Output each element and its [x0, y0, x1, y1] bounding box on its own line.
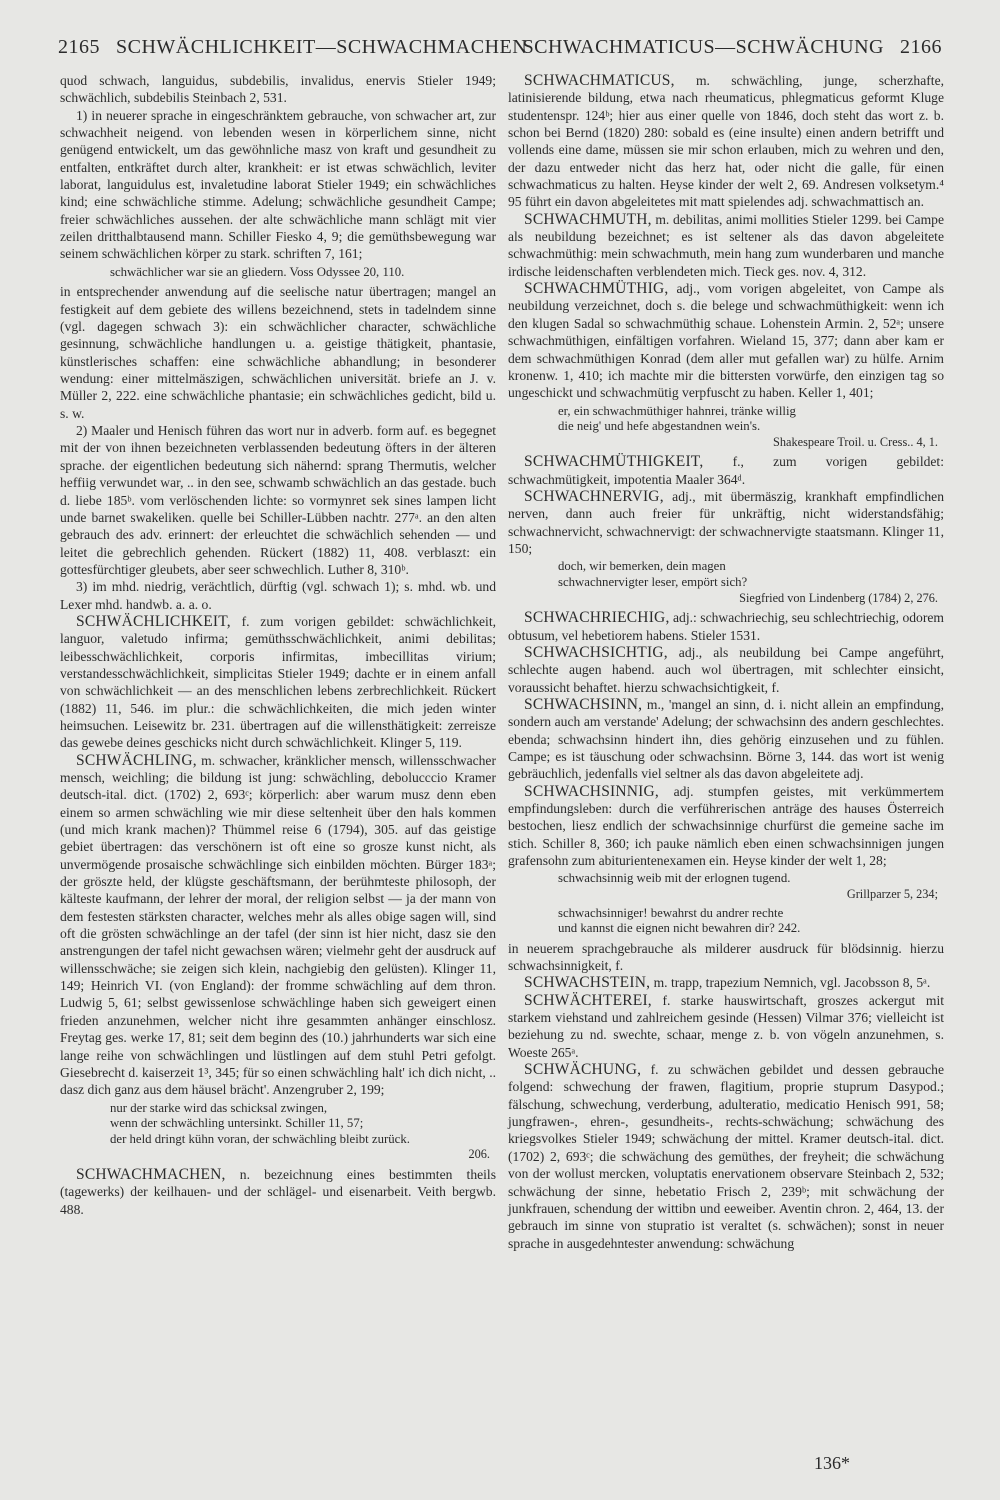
- entry-paragraph: [60, 107, 496, 263]
- entry-text: 1) in neuerer sprache in eingeschränktem gebrauche, von schwacher art, zur schwachheit neigend. von lebenden wesen in körperlichem sinne, nicht genügend entwickelt, um das gewöhnliche masz von kraft und gesundheit zu entfalten, entkräftet durch alter, krankheit: er ist etwas schwächlich, leviter laborat, languidulus est, invaletudine laborat Stieler 1949; ein schwächliches kind; eine schwächliche stimme. Adelung; schwächliche gesundheit Campe; freier schwächliches aussehen. der alte schwächliche mann schlägt mit vier zeilen dritthalbtausend mann. Schiller Fiesko 4, 9; die gemüthsbewegung war seinem schwächlichen körper zu stark. schriften 7, 161;: [60, 107, 496, 262]
- dictionary-entry: [508, 696, 944, 783]
- dictionary-entry: [60, 1166, 496, 1218]
- signature-mark: 136*: [814, 1453, 850, 1473]
- dictionary-entry: [508, 280, 944, 401]
- left-column: [60, 72, 496, 1218]
- verse-quotation: [508, 559, 944, 606]
- entry-headword: SCHWÄCHUNG,: [524, 1061, 642, 1079]
- page-header: [58, 36, 942, 62]
- dictionary-entry: [508, 72, 944, 211]
- entry-text: f. zu schwächen gebildet und dessen gebrauche folgend: schwechung der frawen, flagitium, proprie stuprum Dasypod.; fälschung, schwechung, verderbung, adulteratio, medicatio Henisch 991, 58; jungfrawen-, ehren-, gesundheits-, rechts-schwächung; schwächung des kriegsvolkes Stieler 1949; schwächung der mittel. Kramer deutsch-ital. dict. (1702) 2, 693ᶜ; die schwächung des gemüthes, der freyheit; die schwächung von der wollust mercken, voluptatis enervationem observare Steinbach 2, 532; schwächung der sinne, hebetatio Frisch 2, 239ᵇ; mit schwächung der junkfrauen, schendung der wittibn und eeweiber. Aventin chron. 2, 464, 13. der gebrauch im sinne von stupratio ist veraltet (s. schwächen); sonst in neuer sprache in ausgedehntester anwendung: schwächung: [508, 1062, 944, 1251]
- entry-text: adj., mit übermäszig, krankhaft empfindlichen nerven, dann auch freier für unkräftig, nicht widerstandsfähig; schwachnervicht, schwachnervigt: der schwachnervigte staatsmann. Klinger 11, 150;: [508, 489, 944, 557]
- entry-text: m., 'mangel an sinn, d. i. nicht allein an empfindung, sondern auch am verstande' Adelung; der schwachsinn des andern geschlechtes. ebenda; schwachsinn hindert ihn, dies gehörig einzusehen und zu fühlen. Campe; es ist täuschung oder schwachsinn. Börne 3, 144. das wort ist wenig gebräuchlich, jedenfalls viel seltner als das davon abgeleitete adj.: [508, 696, 944, 782]
- entry-text: adj., vom vorigen abgeleitet, von Campe als neubildung verzeichnet, doch s. die belege und schwachmüthigkeit: wenn ich den klugen Sadal so schwachmüthig schaue. Lohenstein Armin. 2, 52ᵃ; unsere schwachmüthigen, einfältigen vorfahren. Wieland 15, 377; dann aber kam er dem schwachmüthigen Konrad (dem aller mut gefallen war) zu hülfe. Arnim kronenw. 1, 410; ich machte mir die bittersten vorwürfe, den einzigen tag so ungeschickt und schwachmütig verpfuscht zu haben. Keller 1, 401;: [508, 281, 944, 401]
- quotation-line: er, ein schwachmüthiger hahnrei, tränke willig: [558, 403, 796, 418]
- dictionary-entry: [508, 1061, 944, 1252]
- dictionary-entry: [508, 992, 944, 1061]
- quotation-source: Shakespeare Troil. u. Cress.. 4, 1.: [773, 434, 938, 449]
- header-right: [523, 36, 942, 59]
- dictionary-entry: [508, 453, 944, 488]
- dictionary-entry: [508, 609, 944, 644]
- quotation-line: die neig' und hefe abgestandnen wein's.: [558, 419, 761, 434]
- dictionary-entry: [508, 974, 944, 991]
- verse-quotation: [60, 265, 496, 281]
- quotation-source: 206.: [468, 1147, 490, 1162]
- verse-quotation: [508, 871, 944, 902]
- entry-headword: SCHWACHMACHEN,: [76, 1165, 226, 1183]
- entry-text: f. starke hauswirtschaft, groszes ackergut mit starkem viehstand und zahlreichem gesinde (Hessen) Vilmar 376; vielleicht ist beziehung zu nd. swechte, schaar, menge z. b. von vögeln anzunehmen, s. Woeste 265ᵃ.: [508, 992, 944, 1060]
- entry-text: adj. stumpfen geistes, mit verkümmertem empfindungsleben: durch die verführerischen anträge des hauses Österreich bestochen, liesz endlich der schwachsinnige churfürst die gemeine sache im stich. Schiller 8, 360; ich pauke nämlich eben einen schwachsinnigen jungen grafensohn zum abiturientenexamen ein. Heyse kinder der welt 1, 28;: [508, 783, 944, 868]
- dictionary-entry: [60, 613, 496, 752]
- quotation-line: wenn der schwächling untersinkt. Schiller 11, 57;: [110, 1116, 364, 1131]
- entry-headword: SCHWACHMÜTHIG,: [524, 280, 669, 298]
- entry-text: in neuerem sprachgebrauche als milderer ausdruck für blödsinnig. hierzu schwachsinnigkeit, f.: [508, 940, 944, 974]
- entry-text: m. trapp, trapezium Nemnich, vgl. Jacobsson 8, 5ᵃ.: [650, 975, 931, 991]
- quotation-line: schwächlicher war sie an gliedern. Voss Odyssee 20, 110.: [110, 264, 405, 279]
- dictionary-entry: [508, 644, 944, 696]
- entry-headword: SCHWACHSINNIG,: [524, 782, 659, 800]
- entry-headword: SCHWACHMÜTHIGKEIT,: [524, 453, 704, 471]
- dictionary-entry: [508, 211, 944, 280]
- entry-text: m. schwächling, junge, scherzhafte, latinisierende bildung, etwa nach rheumaticus, phlegmaticus geformt Kluge studentenspr. 124ᵇ; hier aus einer quelle von 1846, doch steht das wort z. b. schon bei Bernd (1820) 280: sobald es (eine insulte) einen andern betrifft und vollends eine dame, müssen sie mir schon erlauben, mich zu wehren und den, der dazu entweder nicht das herz hat, oder nicht die galle, für einen schwachmaticus zu halten. Heyse kinder der welt 2, 69. Andresen volksetym.⁴ 95 führt ein davon abgeleitetes mit matt spielendes adj. schwachmattisch an.: [508, 73, 944, 210]
- entry-headword: SCHWÄCHLICHKEIT,: [76, 612, 231, 630]
- entry-headword: SCHWÄCHLING,: [76, 751, 197, 769]
- right-running-title: SCHWACHMATICUS—SCHWÄCHUNG: [522, 36, 884, 58]
- entry-paragraph: [60, 283, 496, 422]
- quotation-line: doch, wir bemerken, dein magen: [558, 559, 726, 574]
- entry-headword: SCHWACHNERVIG,: [524, 488, 664, 505]
- quotation-line: schwachsinniger! bewahrst du andrer rechte: [558, 905, 784, 920]
- entry-paragraph: [60, 72, 496, 107]
- dictionary-entry: [508, 488, 944, 557]
- right-page-number: 2166: [900, 36, 942, 58]
- entry-text: quod schwach, languidus, subdebilis, invalidus, enervis Stieler 1949; schwächlich, subdebilis Steinbach 2, 531.: [60, 73, 496, 106]
- entry-headword: SCHWACHSINN,: [524, 695, 643, 713]
- entry-headword: SCHWACHSICHTIG,: [524, 643, 668, 661]
- entry-paragraph: [60, 422, 496, 578]
- quotation-line: und kannst die eignen nicht bewahren dir? 242.: [558, 921, 801, 936]
- verse-quotation: [508, 906, 944, 937]
- right-column: [508, 72, 944, 1252]
- entry-text: adj.: schwachriechig, seu schlechtriechig, odorem obtusum, vel hebetiorem habens. Stieler 1531.: [508, 610, 944, 643]
- entry-text: m. debilitas, animi mollities Stieler 1299. bei Campe als neubildung bezeichnet; es ist seltener als das davon abgeleitete schwachmüthig: mein schwachmuth, mein hang zum wunderbaren und manche irdische leidenschaften verblendeten mich. Tieck ges. nov. 4, 312.: [508, 211, 944, 279]
- entry-headword: SCHWACHRIECHIG,: [524, 609, 670, 627]
- entry-paragraph: [508, 940, 944, 975]
- header-left: [58, 36, 527, 59]
- dictionary-entry: [508, 783, 944, 870]
- verse-quotation: [508, 404, 944, 451]
- quotation-source: Siegfried von Lindenberg (1784) 2, 276.: [739, 590, 938, 605]
- entry-text: m. schwacher, kränklicher mensch, willensschwacher mensch, weichling; die bildung ist jung: schwächling, debolucccio Kramer deutsch-ital. dict. (1702) 2, 693ᶜ; körperlich: aber warum musz denn eben einem so armen schwächling wie mir diese seltenheit über den hals kommen (und mich krank machen)? Thümmel reise 6 (1794), 305. auf das geistige gebiet übertragen: das verschönern ist oft eine so grosze kunst nicht, als unvermögende prosaische schwächlinge sich einbilden möchten. Bürger 183ᵃ; der gröszte held, der klügste geschäftsmann, der berühmteste philosoph, der kälteste kaufmann, der lehrer der moral, der religion selbst — ja der mann von dem festesten stärksten character, welches mehr als alles obige sagen will, sind oft die grösten schwächlinge an der tafel (der sinn ist hier nicht, dasz sie den anstrengungen der tafel nicht gewachsen wären; vielmehr geht der ausdruck auf willensschwäche; sie zeigen sich klein, nachgiebig den gelüsten). Klinger 11, 149; Heinrich VI. (von England): der fromme schwächling auf dem thron. Ludwig 5, 61; selbst gewissenlose schwächlinge haben sich geweigert einen frieden anzunehmen, welcher nicht ihre gesammten anhänger einschlosz. Freytag ges. werke 17, 81; seit dem beginn des (10.) jahrhunderts war sich eine lange reihe von schwächlingen und lüstlingen auf dem stuhl Petri gefolgt. Giesebrecht d. kaiserzeit 1³, 345; für so einen schwächling halt' ich dich nicht, .. dasz dich ganz aus dem häusel brächt'. Anzengruber 2, 199;: [60, 752, 496, 1098]
- entry-headword: SCHWACHMATICUS,: [524, 72, 675, 89]
- entry-text: f., zum vorigen gebildet: schwachmütigkeit, impotentia Maaler 364ᵈ.: [508, 454, 944, 487]
- quotation-line: der held dringt kühn voran, der schwächling bleibt zurück.: [110, 1131, 410, 1146]
- quotation-source: Grillparzer 5, 234;: [846, 886, 938, 901]
- quotation-line: schwachnervigter leser, empört sich?: [558, 574, 748, 589]
- entry-text: 2) Maaler und Henisch führen das wort nur in adverb. form auf. es begegnet mit der von ihnen bezeichneten verblassenden bedeutung öfters in der älteren sprache. der eigentlichen bedeutung sich nähernd: sprang Thermutis, welcher heffiig verwundet war, .. in den see, schwamb schwächlich an das gestade. buch d. liebe 185ᵇ. vom verlöschenden lichte: so vormynret sek sines lampen licht unde barnet swakeliken. quelle bei Schiller-Lübben nachtr. 277ᵃ. an den alten gebrauch des adv. erinnert: der erleuchtet die schwächlich sehenden — und leitet die gebrechlich gehenden. Rückert (1882) 11, 408. verblaszt: ein gottesfürchtiger gleubets, aber seer schwechlich. Luther 8, 310ᵇ.: [60, 423, 496, 577]
- entry-headword: SCHWACHMUTH,: [524, 210, 652, 228]
- left-running-title: SCHWÄCHLICHKEIT—SCHWACHMACHEN: [116, 36, 528, 58]
- entry-text: in entsprechender anwendung auf die seelische natur übertragen; mangel an festigkeit auf dem gebiete des willens bezeichnend, stets in tadelndem sinne (vgl. dagegen schwach 3): ein schwächlicher character, schwächliche gesinnung, schwächliche handlungen u. a. geistige thätigkeit, phantasie, künstlerisches schaffen: eine schwächliche abhandlung; in besonderer wendung: einer mittelmäszigen, schwächlichen universität. briefe an J. v. Müller 2, 222. eine schwächliche phantasie; ein schwächliches gedicht, bild u. s. w.: [60, 284, 496, 421]
- dictionary-entry: [60, 752, 496, 1099]
- entry-paragraph: [60, 578, 496, 613]
- quotation-line: nur der starke wird das schicksal zwingen,: [110, 1100, 328, 1115]
- entry-headword: SCHWÄCHTEREI,: [524, 991, 652, 1009]
- quotation-line: schwachsinnig weib mit der erlognen tugend.: [558, 871, 791, 886]
- verse-quotation: [60, 1101, 496, 1163]
- entry-headword: SCHWACHSTEIN,: [524, 974, 651, 992]
- entry-text: n. bezeichnung eines bestimmten theils (tagewerks) der keilhauen- und der schlägel- und eisenarbeit. Veith bergwb. 488.: [60, 1166, 496, 1217]
- entry-text: f. zum vorigen gebildet: schwächlichkeit, languor, valetudo infirma; gemüthsschwächlichkeit, animi debilitas; leibesschwächlichkeit, corporis infirmitas, imbecillitas virium; verstandesschwächlichkeit, simplicitas Stieler 1949; dachte er in einem anfall von schwächlichkeit — an des menschlichen lebens zerbrechlichkeit. Rückert (1882) 11, 546. im plur.: die schwächlichkeiten, die mich jeden winter heimsuchen. Leisewitz br. 231. übertragen auf die willensthätigkeit: zerreisze das gewebe deines geschicks nicht durch schwächlichkeit. Klinger 5, 119.: [60, 613, 496, 751]
- entry-text: 3) im mhd. niedrig, verächtlich, dürftig (vgl. schwach 1); s. mhd. wb. und Lexer mhd. handwb. a. a. o.: [60, 579, 496, 612]
- left-page-number: 2165: [58, 36, 100, 58]
- entry-text: adj., als neubildung bei Campe angeführt, schlechte augen habend. auch wol übertragen, mit schlechter einsicht, voraussicht behaftet. hierzu schwachsichtigkeit, f.: [508, 644, 944, 695]
